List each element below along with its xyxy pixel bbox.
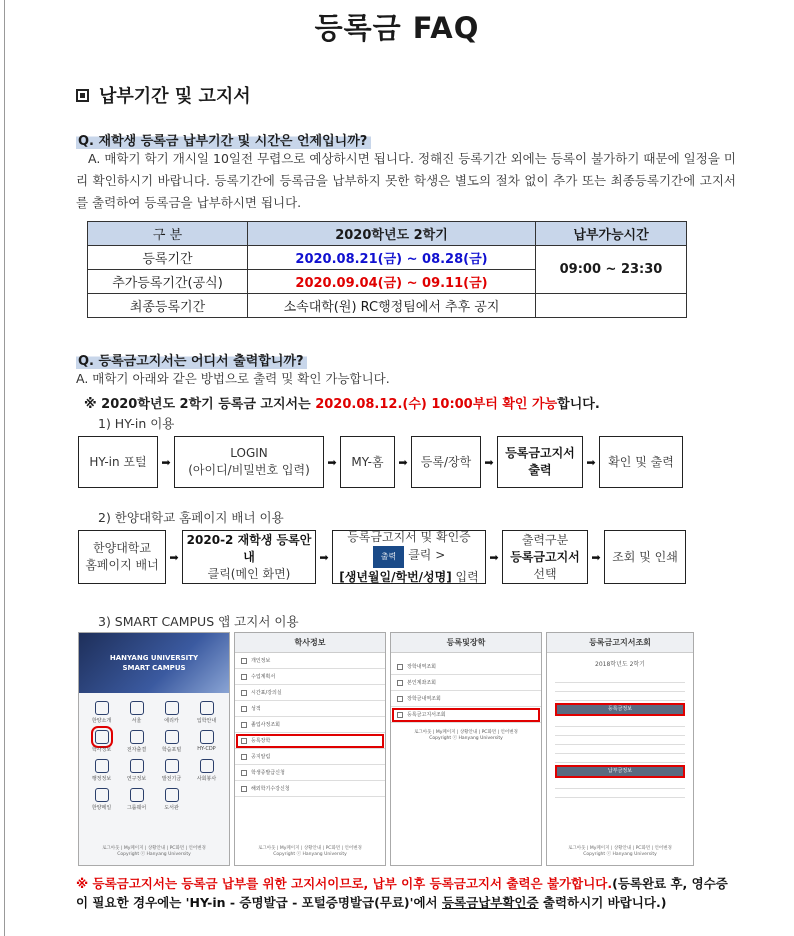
list-item[interactable] bbox=[235, 781, 385, 797]
menu-glyph-icon bbox=[165, 730, 179, 744]
flow-step-text: LOGIN bbox=[230, 446, 268, 460]
menu-list bbox=[235, 653, 385, 797]
app-menu-label: 에리카 bbox=[164, 718, 179, 724]
menu-glyph-icon bbox=[95, 788, 109, 802]
app-icon-grid bbox=[79, 693, 229, 819]
flow-step-line bbox=[373, 546, 446, 568]
app-menu-label: 사회봉사 bbox=[196, 776, 217, 782]
arrow-right-icon: ➡ bbox=[591, 550, 601, 564]
list-item-label: 개인정보 bbox=[251, 658, 271, 664]
screen-footer bbox=[235, 845, 385, 857]
document-icon bbox=[241, 754, 247, 760]
screen-title: 학사정보 bbox=[235, 633, 385, 653]
question-1: Q. 재학생 등록금 납부기간 및 시간은 언제입니까? bbox=[76, 130, 371, 149]
app-menu-label: 학습포털 bbox=[161, 747, 182, 753]
table-cell-label: 추가등록기간(공식) bbox=[88, 270, 248, 294]
document-icon bbox=[241, 770, 247, 776]
app-menu-label: HY-CDP bbox=[197, 746, 216, 752]
list-item-label: 등록금고지서조회 bbox=[407, 712, 446, 718]
section-heading-text: 납부기간 및 고지서 bbox=[99, 86, 251, 107]
arrow-right-icon: ➡ bbox=[161, 455, 171, 469]
list-item[interactable] bbox=[235, 749, 385, 765]
document-icon bbox=[241, 690, 247, 696]
flow-step-text: 조회 및 인쇄 bbox=[612, 549, 678, 564]
flow-step bbox=[182, 530, 316, 584]
app-menu-label: 한양소개 bbox=[91, 718, 112, 724]
app-menu-label: 서울 bbox=[131, 718, 142, 724]
notice-prefix: ※ 2020학년도 2학기 등록금 고지서는 bbox=[84, 397, 316, 412]
screen-footer bbox=[547, 845, 693, 857]
invoice-line bbox=[555, 674, 685, 683]
warning-tail: 출력하시기 바랍니다.) bbox=[538, 895, 667, 910]
flow-step-text: 출력 bbox=[528, 463, 552, 477]
app-menu-icon[interactable] bbox=[190, 759, 223, 782]
screen-title: 등록금고지서조회 bbox=[547, 633, 693, 653]
list-item[interactable] bbox=[391, 675, 541, 691]
menu-glyph-icon bbox=[130, 788, 144, 802]
page-title: 등록금 FAQ bbox=[314, 11, 480, 45]
app-home-screenshot bbox=[78, 632, 230, 866]
table-cell-period: 2020.09.04(금) ~ 09.11(금) bbox=[248, 270, 536, 294]
invoice-line bbox=[555, 745, 685, 754]
invoice-line bbox=[555, 727, 685, 736]
app-menu-icon[interactable] bbox=[190, 730, 223, 753]
footer-links: 로그아웃 | My페이지 | 상황안내 | PC화면 | 언어변경 bbox=[414, 730, 518, 735]
flow-step bbox=[340, 436, 395, 488]
app-menu-label: 한양메일 bbox=[91, 805, 112, 811]
menu-glyph-icon bbox=[130, 759, 144, 773]
section-bar: 납부금정보 bbox=[557, 767, 683, 776]
menu-list bbox=[391, 653, 541, 723]
table-header: 납부가능시간 bbox=[536, 222, 687, 246]
list-item-label: 졸업사정조회 bbox=[251, 722, 280, 728]
list-item[interactable] bbox=[235, 701, 385, 717]
invoice-line bbox=[555, 780, 685, 789]
app-menu-label: 발전기금 bbox=[161, 776, 182, 782]
document-icon bbox=[241, 786, 247, 792]
list-item[interactable] bbox=[235, 685, 385, 701]
app-menu-label: 전자출결 bbox=[126, 747, 147, 753]
flow-step bbox=[78, 436, 158, 488]
method-1-label: 1) HY-in 이용 bbox=[98, 416, 175, 431]
app-menu-icon[interactable] bbox=[155, 759, 188, 782]
flow-step-text: [생년월일/학번/성명] bbox=[339, 570, 452, 584]
flow-step bbox=[502, 530, 588, 584]
document-icon bbox=[241, 674, 247, 680]
notice-date: 2020.08.12.(수) 10:00부터 확인 가능 bbox=[315, 397, 558, 412]
document-icon bbox=[241, 738, 247, 744]
copyright: Copyright ⓒ Hanyang University bbox=[583, 852, 657, 857]
invoice-screenshot bbox=[546, 632, 694, 866]
list-item-label: 수업계획서 bbox=[251, 674, 276, 680]
flow-step bbox=[604, 530, 686, 584]
app-menu-label: 학사정보 bbox=[91, 747, 112, 753]
warning-note bbox=[76, 874, 728, 912]
app-menu-icon[interactable] bbox=[190, 701, 223, 724]
menu-glyph-icon bbox=[165, 759, 179, 773]
arrow-right-icon: ➡ bbox=[327, 455, 337, 469]
flow-step bbox=[78, 530, 166, 584]
list-item[interactable] bbox=[235, 733, 385, 749]
method-2-label: 2) 한양대학교 홈페이지 배너 이용 bbox=[98, 510, 284, 525]
warning-detail: (등록완료 후, 영수증이 필요한 경우에는 'HY-in - 증명발급 - 포털증명발급(무료)'에서 bbox=[76, 876, 728, 910]
answer-1: A. 매학기 학기 개시일 10일전 무렵으로 예상하시면 됩니다. 정해진 등록기간 외에는 등록이 불가하기 때문에 일정을 미리 확인하시기 바랍니다. 등록기간에 등록금을 납부하지 못한 학생은 별도의 절차 없이 추가 또는 최종등록기간에 고지서를 출력하여 등록금을 납부하시면 됩니다. bbox=[76, 151, 736, 210]
copyright: Copyright ⓒ Hanyang University bbox=[273, 852, 347, 857]
app-menu-label: 그룹웨어 bbox=[126, 805, 147, 811]
app-menu-label: 입학안내 bbox=[196, 718, 217, 724]
flow-step-text: MY-홈 bbox=[351, 454, 384, 469]
screen-footer bbox=[79, 845, 229, 857]
notice-suffix: 합니다. bbox=[557, 397, 600, 412]
list-item-label: 해외학기수강신청 bbox=[251, 786, 290, 792]
page-left-border bbox=[4, 0, 5, 936]
app-menu-icon[interactable] bbox=[85, 788, 118, 811]
app-menu-icon[interactable] bbox=[120, 788, 153, 811]
menu-glyph-icon bbox=[200, 759, 214, 773]
table-cell-period: 2020.08.21(금) ~ 08.28(금) bbox=[248, 246, 536, 270]
document-icon bbox=[241, 658, 247, 664]
invoice-line bbox=[555, 692, 685, 701]
app-menu-icon[interactable] bbox=[155, 730, 188, 753]
menu-glyph-icon bbox=[95, 730, 109, 744]
app-brand: HANYANG UNIVERSITY bbox=[109, 654, 199, 662]
term-label: 2018학년도 2학기 bbox=[595, 661, 645, 668]
menu-glyph-icon bbox=[95, 759, 109, 773]
document-icon bbox=[397, 680, 403, 686]
list-item[interactable] bbox=[235, 717, 385, 733]
screen-footer bbox=[391, 729, 541, 741]
flow-step-text: 등록/장학 bbox=[420, 454, 472, 469]
table-cell-time: 09:00 ~ 23:30 bbox=[536, 246, 687, 294]
list-item-label: 성적 bbox=[251, 706, 261, 712]
flow-step-text: 확인 및 출력 bbox=[608, 454, 674, 469]
app-menu-icon[interactable] bbox=[155, 701, 188, 724]
app-menu-icon[interactable] bbox=[85, 759, 118, 782]
menu-glyph-icon bbox=[95, 701, 109, 715]
square-bullet-icon bbox=[76, 89, 89, 102]
flow-step-text: 클릭 > bbox=[408, 548, 446, 562]
app-name: SMART CAMPUS bbox=[122, 664, 186, 672]
menu-glyph-icon bbox=[165, 701, 179, 715]
menu-glyph-icon bbox=[130, 730, 144, 744]
flow-step bbox=[411, 436, 481, 488]
method-3-label: 3) SMART CAMPUS 앱 고지서 이용 bbox=[98, 614, 299, 629]
arrow-right-icon: ➡ bbox=[169, 550, 179, 564]
list-item[interactable] bbox=[391, 707, 541, 723]
list-item[interactable] bbox=[391, 691, 541, 707]
flow-step-text: 홈페이지 배너 bbox=[85, 558, 159, 572]
flow-step bbox=[332, 530, 486, 584]
table-header: 구 분 bbox=[88, 222, 248, 246]
section-bar: 등록금정보 bbox=[557, 705, 683, 714]
list-item[interactable] bbox=[235, 653, 385, 669]
tuition-menu-screenshot bbox=[390, 632, 542, 866]
smart-campus-screenshots bbox=[78, 632, 698, 866]
list-item-label: 시간표/강의실 bbox=[251, 690, 282, 696]
flow-step-text: 입력 bbox=[451, 570, 479, 584]
warning-text: ※ 등록금고지서는 등록금 납부를 위한 고지서이므로, 납부 이후 등록금고지서 출력은 불가합니다. bbox=[76, 876, 613, 891]
document-icon bbox=[397, 696, 403, 702]
method-2-flow bbox=[78, 530, 686, 584]
table-cell-period: 소속대학(원) RC행정팀에서 추후 공지 bbox=[248, 294, 536, 318]
app-menu-icon[interactable] bbox=[155, 788, 188, 811]
copyright: Copyright ⓒ Hanyang University bbox=[117, 852, 191, 857]
question-2: Q. 등록금고지서는 어디서 출력합니까? bbox=[76, 350, 307, 369]
flow-step-line bbox=[339, 568, 478, 586]
table-cell-label: 등록기간 bbox=[88, 246, 248, 270]
warning-underline: 등록금납부확인증 bbox=[441, 895, 539, 910]
app-menu-icon[interactable] bbox=[85, 701, 118, 724]
flow-step-text: 등록금고지서 bbox=[510, 549, 580, 564]
table-cell-empty bbox=[536, 294, 687, 318]
list-item-label: 장학금내역조회 bbox=[407, 696, 441, 702]
invoice-line bbox=[555, 718, 685, 727]
academic-info-screenshot bbox=[234, 632, 386, 866]
list-item[interactable] bbox=[391, 659, 541, 675]
flow-step-text: 선택 bbox=[533, 566, 557, 581]
menu-glyph-icon bbox=[165, 788, 179, 802]
schedule-table bbox=[87, 221, 687, 318]
screen-title: 등록및장학 bbox=[391, 633, 541, 653]
table-header: 2020학년도 2학기 bbox=[248, 222, 536, 246]
list-item-label: 장학내역조회 bbox=[407, 664, 436, 670]
flow-step-text: (아이디/비밀번호 입력) bbox=[188, 463, 310, 477]
app-menu-icon[interactable] bbox=[120, 730, 153, 753]
list-item-label: 학생증발급신청 bbox=[251, 770, 285, 776]
footer-links: 로그아웃 | My페이지 | 상황안내 | PC화면 | 언어변경 bbox=[568, 846, 672, 851]
flow-step bbox=[497, 436, 583, 488]
section-heading bbox=[76, 82, 251, 108]
list-item-label: 공지알림 bbox=[251, 754, 271, 760]
app-menu-icon[interactable] bbox=[120, 701, 153, 724]
method-1-flow bbox=[78, 436, 683, 488]
app-banner bbox=[79, 633, 229, 693]
table-cell-label: 최종등록기간 bbox=[88, 294, 248, 318]
invoice-line bbox=[555, 789, 685, 798]
list-item[interactable] bbox=[235, 669, 385, 685]
list-item[interactable] bbox=[235, 765, 385, 781]
invoice-line bbox=[555, 736, 685, 745]
arrow-right-icon: ➡ bbox=[586, 455, 596, 469]
arrow-right-icon: ➡ bbox=[484, 455, 494, 469]
menu-glyph-icon bbox=[130, 701, 144, 715]
table-row bbox=[88, 294, 687, 318]
app-menu-label: 도서관 bbox=[164, 805, 179, 811]
menu-glyph-icon bbox=[200, 730, 214, 744]
flow-step-text: 클릭(메인 화면) bbox=[207, 566, 291, 581]
arrow-right-icon: ➡ bbox=[489, 550, 499, 564]
app-menu-label: 행정정보 bbox=[91, 776, 112, 782]
flow-step bbox=[599, 436, 683, 488]
flow-step-text: 2020-2 재학생 등록안내 bbox=[186, 532, 312, 564]
list-item-label: 본인계좌조회 bbox=[407, 680, 436, 686]
document-icon bbox=[397, 664, 403, 670]
print-button[interactable]: 출력 bbox=[373, 546, 404, 568]
document-icon bbox=[241, 722, 247, 728]
menu-glyph-icon bbox=[200, 701, 214, 715]
answer-2: A. 매학기 아래와 같은 방법으로 출력 및 확인 가능합니다. bbox=[76, 371, 390, 386]
invoice-line bbox=[555, 683, 685, 692]
flow-step bbox=[174, 436, 324, 488]
flow-step-text: 등록금고지서 bbox=[505, 446, 575, 460]
app-menu-icon[interactable] bbox=[85, 730, 118, 753]
document-icon bbox=[241, 706, 247, 712]
arrow-right-icon: ➡ bbox=[398, 455, 408, 469]
flow-step-text: HY-in 포털 bbox=[89, 454, 147, 469]
flow-step-text: 한양대학교 bbox=[93, 541, 151, 555]
app-menu-icon[interactable] bbox=[120, 759, 153, 782]
footer-links: 로그아웃 | My페이지 | 상황안내 | PC화면 | 언어변경 bbox=[258, 846, 362, 851]
notice-line bbox=[84, 393, 600, 412]
invoice-line bbox=[555, 754, 685, 763]
list-item-label: 등록장학 bbox=[251, 738, 271, 744]
table-row bbox=[88, 246, 687, 270]
table-header-row bbox=[88, 222, 687, 246]
app-menu-label: 연구정보 bbox=[126, 776, 147, 782]
arrow-right-icon: ➡ bbox=[319, 550, 329, 564]
flow-step-text: 등록금고지서 및 확인증 bbox=[347, 530, 471, 544]
footer-links: 로그아웃 | My페이지 | 상황안내 | PC화면 | 언어변경 bbox=[102, 846, 206, 851]
flow-step-text: 출력구분 bbox=[521, 532, 569, 547]
copyright: Copyright ⓒ Hanyang University bbox=[429, 736, 503, 741]
document-icon bbox=[397, 712, 403, 718]
